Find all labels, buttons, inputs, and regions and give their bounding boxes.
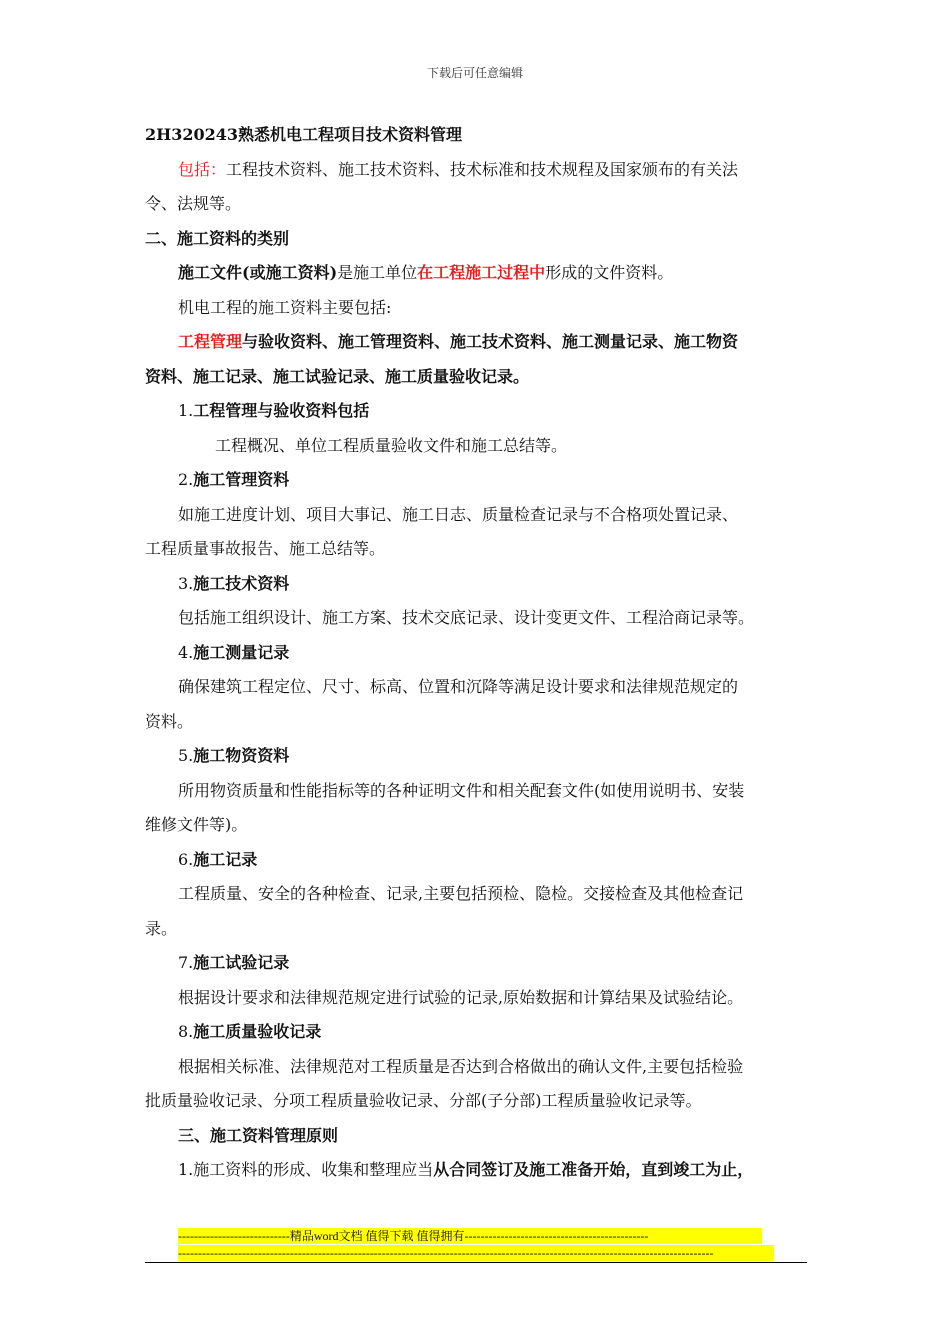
category-items xyxy=(145,394,810,1119)
definition-highlight: 在工程施工过程中 xyxy=(417,263,546,282)
item-number: 3. xyxy=(178,573,194,593)
item-body-line: 资料。 xyxy=(145,711,194,731)
definition-mid: 是施工单位 xyxy=(337,263,418,282)
intro-label: 包括： xyxy=(178,159,227,179)
principle-1-bold: 从合同签订及施工准备开始，直到竣工为止， xyxy=(433,1160,754,1179)
definition-term: 施工文件(或施工资料) xyxy=(178,263,338,282)
item-heading xyxy=(145,463,810,498)
definition-end: 形成的文件资料。 xyxy=(545,263,674,282)
principle-1-text: 1.施工资料的形成、收集和整理应当 xyxy=(178,1160,434,1179)
item-body-line: 根据设计要求和法律规范规定进行试验的记录,原始数据和计算结果及试验结论。 xyxy=(178,987,744,1007)
item-title: 工程管理与验收资料包括 xyxy=(193,401,370,420)
category-list-cont: 资料、施工记录、施工试验记录、施工质量验收记录。 xyxy=(145,366,530,386)
intro-text: 工程技术资料、施工技术资料、技术标准和技术规程及国家颁布的有关法 xyxy=(226,159,739,179)
doc-title: 2H320243熟悉机电工程项目技术资料管理 xyxy=(145,125,463,144)
intro-paragraph xyxy=(145,153,810,188)
item-body-line: 维修文件等)。 xyxy=(145,815,248,834)
item-heading xyxy=(145,1015,810,1050)
item-number: 2. xyxy=(178,470,194,489)
item-number: 4. xyxy=(178,642,194,662)
item-body-line: 如施工进度计划、项目大事记、施工日志、质量检查记录与不合格项处置记录、 xyxy=(178,504,739,524)
item-number: 6. xyxy=(178,849,194,869)
item-body-line: 工程质量事故报告、施工总结等。 xyxy=(145,539,386,558)
item-heading xyxy=(145,843,810,878)
category-list-highlight: 工程管理 xyxy=(178,332,243,351)
item-title: 施工测量记录 xyxy=(193,642,290,662)
item-title: 施工试验记录 xyxy=(193,953,290,972)
item-body-line: 工程质量、安全的各种检查、记录,主要包括预检、隐检。交接检查及其他检查记 xyxy=(178,884,744,903)
item-heading xyxy=(145,636,810,671)
item-heading xyxy=(145,394,810,429)
item-body-line: 录。 xyxy=(145,918,178,938)
item-number: 1. xyxy=(178,401,194,420)
item-title: 施工质量验收记录 xyxy=(193,1022,322,1041)
item-title: 施工技术资料 xyxy=(193,573,290,593)
item-title: 施工管理资料 xyxy=(193,470,290,489)
item-body-line: 根据相关标准、法律规范对工程质量是否达到合格做出的确认文件,主要包括检验 xyxy=(178,1056,744,1076)
item-body-line: 确保建筑工程定位、尺寸、标高、位置和沉降等满足设计要求和法律规范规定的 xyxy=(178,677,739,696)
includes-intro: 机电工程的施工资料主要包括: xyxy=(178,297,392,317)
principle-1 xyxy=(145,1153,810,1188)
item-title: 施工物资资料 xyxy=(193,746,290,765)
intro-continuation: 令、法规等。 xyxy=(145,194,242,213)
category-list xyxy=(145,325,810,360)
item-body-line: 所用物资质量和性能指标等的各种证明文件和相关配套文件(如使用说明书、安装 xyxy=(178,780,745,800)
footer-rule xyxy=(145,1262,807,1263)
item-number: 8. xyxy=(178,1022,194,1041)
category-list-text: 与验收资料、施工管理资料、施工技术资料、施工测量记录、施工物资 xyxy=(242,332,739,351)
item-number: 7. xyxy=(178,953,194,972)
item-title: 施工记录 xyxy=(193,849,258,869)
item-number: 5. xyxy=(178,746,194,765)
section-heading-2: 二、施工资料的类别 xyxy=(145,228,290,248)
footer-banner-top: ----------------------------精品word文档 值得下载 值得拥有---------------------------------------------- xyxy=(178,1228,762,1244)
footer-banner-bottom: -------------------------------------------------------------------------------------------------------------------------------------- xyxy=(178,1245,774,1261)
item-body-line: 批质量验收记录、分项工程质量验收记录、分部(子分部)工程质量验收记录等。 xyxy=(145,1091,702,1110)
definition-paragraph xyxy=(145,256,810,291)
item-heading xyxy=(145,567,810,602)
document-body xyxy=(145,118,810,1188)
item-heading xyxy=(145,946,810,981)
page-header: 下载后可任意编辑 xyxy=(426,66,523,80)
item-heading xyxy=(145,739,810,774)
item-body-line: 包括施工组织设计、施工方案、技术交底记录、设计变更文件、工程洽商记录等。 xyxy=(178,608,755,627)
item-body-line: 工程概况、单位工程质量验收文件和施工总结等。 xyxy=(215,435,568,455)
section-heading-3: 三、施工资料管理原则 xyxy=(178,1125,339,1145)
